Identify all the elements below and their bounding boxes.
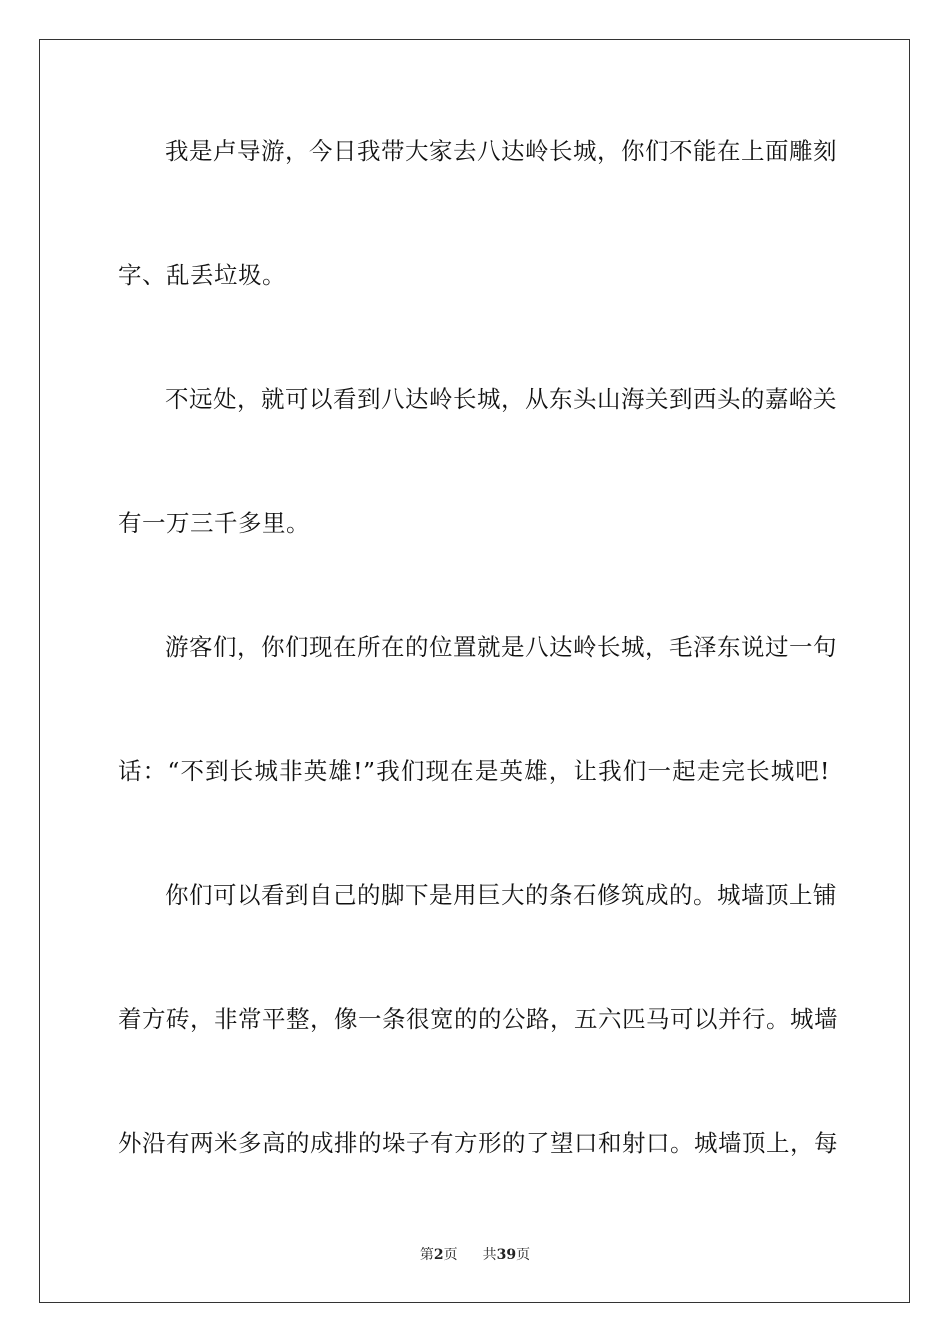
paragraph-2-line-1: 不远处，就可以看到八达岭长城，从东头山海关到西头的嘉峪关 [165,385,837,413]
page-footer [0,1246,950,1264]
paragraph-4-line-1: 你们可以看到自己的脚下是用巨大的条石修筑成的。城墙顶上铺 [165,881,837,909]
paragraph-1-line-2: 字、乱丢垃圾。 [118,261,286,289]
total-pages-suffix: 页 [516,1247,531,1263]
paragraph-3-line-2: 话：“不到长城非英雄!”我们现在是英雄，让我们一起走完长城吧! [118,757,830,785]
paragraph-4-line-3: 外沿有两米多高的成排的垛子有方形的了望口和射口。城墙顶上，每 [118,1129,838,1157]
page-number-suffix: 页 [443,1247,458,1263]
paragraph-1-line-1: 我是卢导游，今日我带大家去八达岭长城，你们不能在上面雕刻 [165,137,837,165]
paragraph-4-line-2: 着方砖，非常平整，像一条很宽的的公路，五六匹马可以并行。城墙 [118,1005,838,1033]
page-number-prefix: 第 [419,1247,434,1263]
page-number: 2 [433,1247,444,1263]
paragraph-2-line-2: 有一万三千多里。 [118,509,310,537]
page-border [39,39,910,1303]
total-pages-prefix: 共 [482,1247,497,1263]
paragraph-3-line-1: 游客们，你们现在所在的位置就是八达岭长城，毛泽东说过一句 [165,633,837,661]
total-pages: 39 [496,1247,517,1263]
